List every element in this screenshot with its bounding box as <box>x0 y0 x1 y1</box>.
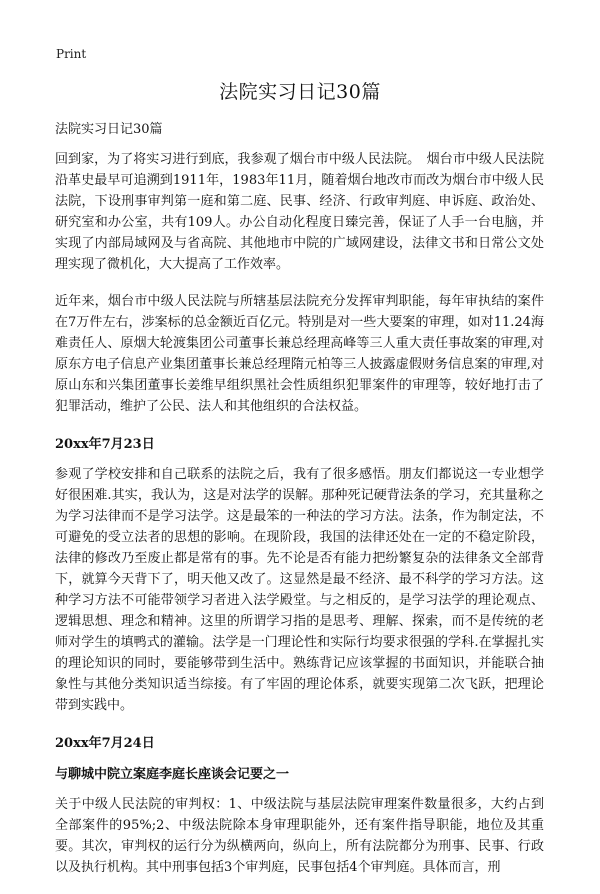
document-subtitle: 法院实习日记30篇 <box>55 122 163 137</box>
section-heading: 与聊城中院立案庭李庭长座谈会记要之一 <box>55 767 290 782</box>
paragraph-1: 回到家，为了将实习进行到底，我参观了烟台市中级人民法院。 烟台市中级人民法院沿革史最早可追溯到1911年，1983年11月，随着烟台地改市而改为烟台市中级人民法院，下设刑事审判第一庭和第二庭、民事、经济、行政审判庭、申诉庭、政治处、研究室和办公室，共有109人。办公自动化程度日臻完善，保证了人手一台电脑，并实现了内部局域网及与省高院、其他地市中院的广域网建设，法律文书和日常公文处理实现了微机化，大大提高了工作效率。 <box>55 152 544 272</box>
paragraph-3: 参观了学校安排和自己联系的法院之后，我有了很多感悟。朋友们都说这一专业想学好很困难.其实，我认为，这是对法学的误解。那种死记硬背法条的学习，充其量称之为学习法律而不是学习法学。这是最笨的一种法的学习方法。法条，作为制定法，不可避免的受立法者的思想的影响。在现阶段，我国的法律还处在一定的不稳定阶段，法律的修改乃至废止都是常有的事。先不论是否有能力把纷繁复杂的法律条文全部背下，就算今天背下了，明天他又改了。这显然是最不经济、最不科学的学习方法。这种学习方法不可能带领学习者进入法学殿堂。与之相反的，是学习法学的理论观点、逻辑思想、理念和精神。这里的所谓学习指的是思考、理解、探索，而不是传统的老师对学生的填鸭式的灌输。法学是一门理论性和实际行均要求很强的学科.在掌握扎实的理论知识的同时，要能够带到生活中。熟练背记应该掌握的书面知识，并能联合抽象性与其他分类知识适当综接。有了牢固的理论体系，就要实现第二次飞跃，把理论带到实践中。 <box>55 467 544 713</box>
date-heading-2: 20xx年7月24日 <box>55 736 155 751</box>
document-body <box>55 118 544 894</box>
paragraph-2: 近年来，烟台市中级人民法院与所辖基层法院充分发挥审判职能，每年审执结的案件在7万件左右，涉案标的总金额近百亿元。特别是对一些大要案的审理，如对11.24海难责任人、原烟大轮渡集团公司董事长兼总经理高峰等三人重大责任事故案的审理,对原东方电子信息产业集团董事长兼总经理隋元柏等三人披露虚假财务信息案的审理,对原山东和兴集团董事长姜维早组织黑社会性质组织犯罪案件的审理等，较好地打击了犯罪活动，维护了公民、法人和其他组织的合法权益。 <box>55 294 544 414</box>
document-title: 法院实习日记30篇 <box>219 81 381 103</box>
date-heading-1: 20xx年7月23日 <box>55 437 155 452</box>
print-link[interactable]: Print <box>56 47 87 61</box>
paragraph-4: 关于中级人民法院的审判权：1、中级法院与基层法院审理案件数量很多，大约占到全部案件的95%;2、中级法院除本身审理职能外，还有案件指导职能，地位及其重要。其次，审判权的运行分为纵横两向，纵向上，所有法院都分为刑事、民事、行政以及执行机构。其中刑事包括3个审判庭，民事包括4个审判庭。具体而言，刑 <box>55 797 544 875</box>
